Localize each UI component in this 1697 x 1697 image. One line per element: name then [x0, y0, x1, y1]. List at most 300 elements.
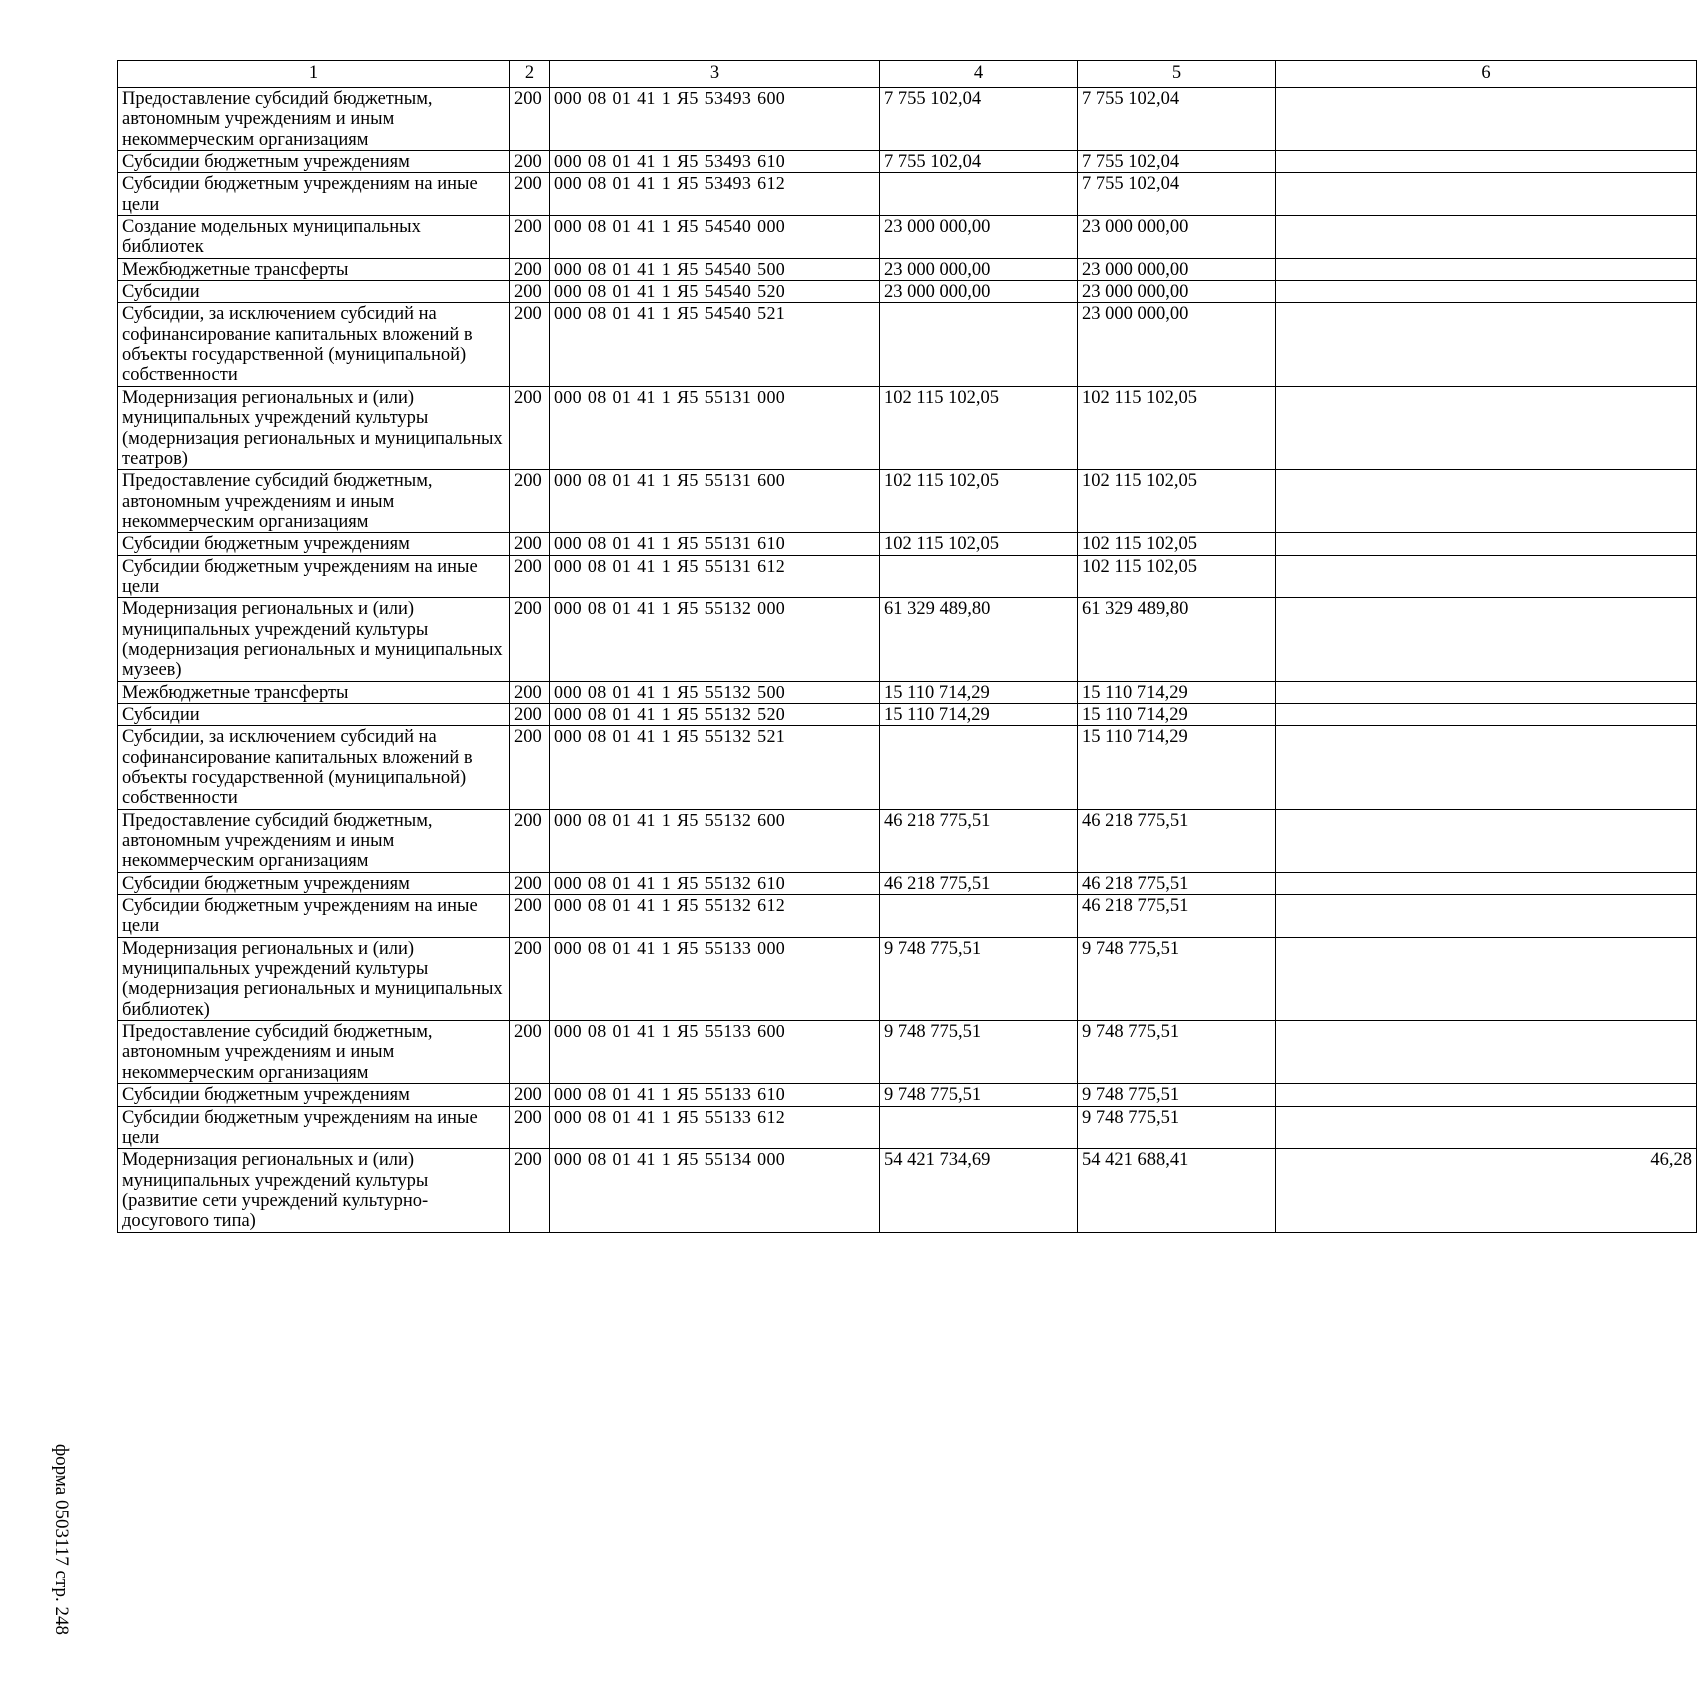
code-part: Я5	[677, 151, 699, 172]
row-approved: 23 000 000,00	[880, 216, 1078, 259]
row-line-code: 200	[510, 1149, 550, 1232]
code-part: 54540	[704, 258, 752, 279]
code-part: 53493	[704, 151, 752, 172]
code-part: Я5	[677, 216, 699, 237]
row-budget-code	[550, 281, 880, 303]
code-part: Я5	[677, 386, 699, 407]
table-row	[118, 1084, 1697, 1106]
code-part: 000	[554, 937, 582, 958]
row-budget-code	[550, 1149, 880, 1232]
row-unexecuted	[1276, 726, 1697, 809]
code-part: 01	[612, 809, 632, 830]
row-line-code: 200	[510, 1106, 550, 1149]
code-part: 600	[757, 1021, 786, 1042]
code-part: 08	[587, 1021, 607, 1042]
table-row	[118, 555, 1697, 598]
row-line-code: 200	[510, 726, 550, 809]
code-part: 000	[554, 470, 582, 491]
code-part: 500	[757, 681, 786, 702]
code-part: 41	[637, 598, 656, 619]
code-part: 01	[612, 258, 632, 279]
row-budget-code	[550, 703, 880, 725]
code-part: 1	[661, 809, 672, 830]
code-part: 55133	[704, 1084, 752, 1105]
row-line-code: 200	[510, 809, 550, 872]
row-executed: 46 218 775,51	[1078, 872, 1276, 894]
code-part: 000	[554, 258, 582, 279]
code-part: 01	[612, 555, 632, 576]
row-name: Субсидии бюджетным учреждениям	[118, 1084, 510, 1106]
row-approved: 46 218 775,51	[880, 872, 1078, 894]
code-part: Я5	[677, 1149, 699, 1170]
row-line-code: 200	[510, 88, 550, 151]
row-line-code: 200	[510, 598, 550, 681]
code-part: 55132	[704, 809, 752, 830]
row-unexecuted	[1276, 258, 1697, 280]
row-budget-code	[550, 895, 880, 938]
code-part: Я5	[677, 470, 699, 491]
row-approved	[880, 1106, 1078, 1149]
code-part: 000	[554, 1106, 582, 1127]
row-unexecuted	[1276, 88, 1697, 151]
row-unexecuted	[1276, 173, 1697, 216]
row-budget-code	[550, 1021, 880, 1084]
table-row	[118, 88, 1697, 151]
code-part: 08	[587, 173, 607, 194]
form-caption: форма 0503117 стр. 248	[51, 1443, 72, 1635]
code-part: 1	[661, 1149, 672, 1170]
row-budget-code	[550, 555, 880, 598]
code-part: 41	[637, 88, 656, 108]
code-part: 610	[757, 151, 786, 172]
code-part: Я5	[677, 258, 699, 279]
code-part: 41	[637, 1021, 656, 1042]
table-row	[118, 681, 1697, 703]
code-part: 1	[661, 681, 672, 702]
row-name: Предоставление субсидий бюджетным, автономным учреждениям и иным некоммерческим организациям	[118, 1021, 510, 1084]
row-approved: 54 421 734,69	[880, 1149, 1078, 1232]
row-unexecuted	[1276, 1084, 1697, 1106]
code-part: 55131	[704, 470, 752, 491]
code-part: 000	[554, 872, 582, 893]
code-part: 1	[661, 703, 672, 724]
code-part: 41	[637, 726, 656, 747]
row-unexecuted	[1276, 1106, 1697, 1149]
code-part: 000	[554, 216, 582, 237]
table-row	[118, 726, 1697, 809]
row-budget-code	[550, 1106, 880, 1149]
code-part: 000	[554, 533, 582, 554]
code-part: 1	[661, 1084, 672, 1105]
row-unexecuted	[1276, 937, 1697, 1020]
row-budget-code	[550, 470, 880, 533]
row-line-code: 200	[510, 386, 550, 469]
row-approved: 23 000 000,00	[880, 258, 1078, 280]
row-executed: 7 755 102,04	[1078, 88, 1276, 151]
row-name: Создание модельных муниципальных библиотек	[118, 216, 510, 259]
code-part: 55131	[704, 555, 752, 576]
row-budget-code	[550, 872, 880, 894]
row-line-code: 200	[510, 895, 550, 938]
code-part: 520	[757, 703, 786, 724]
code-part: Я5	[677, 895, 699, 916]
code-part: 55133	[704, 1106, 752, 1127]
code-part: 01	[612, 216, 632, 237]
code-part: 01	[612, 681, 632, 702]
code-part: 000	[757, 937, 786, 958]
col-number: 1	[118, 61, 510, 88]
code-part: 000	[554, 281, 582, 302]
table-row	[118, 703, 1697, 725]
row-executed: 9 748 775,51	[1078, 1021, 1276, 1084]
code-part: 000	[554, 555, 582, 576]
col-number: 2	[510, 61, 550, 88]
code-part: 08	[587, 258, 607, 279]
table-row	[118, 1149, 1697, 1232]
code-part: 600	[757, 809, 786, 830]
row-unexecuted	[1276, 470, 1697, 533]
code-part: 55134	[704, 1149, 752, 1170]
code-part: 08	[587, 703, 607, 724]
row-line-code: 200	[510, 470, 550, 533]
code-part: 41	[637, 386, 656, 407]
code-part: 1	[661, 281, 672, 302]
row-executed: 54 421 688,41	[1078, 1149, 1276, 1232]
table-row	[118, 470, 1697, 533]
row-unexecuted	[1276, 703, 1697, 725]
row-line-code: 200	[510, 258, 550, 280]
code-part: 41	[637, 216, 656, 237]
code-part: 08	[587, 872, 607, 893]
code-part: 41	[637, 151, 656, 172]
code-part: 55132	[704, 895, 752, 916]
table-row	[118, 598, 1697, 681]
code-part: 000	[757, 598, 786, 619]
row-line-code: 200	[510, 216, 550, 259]
row-line-code: 200	[510, 281, 550, 303]
row-name: Субсидии бюджетным учреждениям на иные цели	[118, 1106, 510, 1149]
code-part: Я5	[677, 303, 699, 324]
code-part: 1	[661, 173, 672, 194]
row-budget-code	[550, 726, 880, 809]
row-name: Модернизация региональных и (или) муниципальных учреждений культуры (развитие сети учреждений культурно-досугового типа)	[118, 1149, 510, 1232]
row-line-code: 200	[510, 872, 550, 894]
code-part: 41	[637, 533, 656, 554]
code-part: 55132	[704, 872, 752, 893]
table-row	[118, 533, 1697, 555]
code-part: 55131	[704, 386, 752, 407]
code-part: 600	[757, 470, 786, 491]
code-part: 01	[612, 872, 632, 893]
code-part: Я5	[677, 173, 699, 194]
row-approved: 15 110 714,29	[880, 703, 1078, 725]
code-part: 08	[587, 809, 607, 830]
table-row	[118, 1106, 1697, 1149]
code-part: 53493	[704, 173, 752, 194]
row-budget-code	[550, 386, 880, 469]
code-part: 01	[612, 598, 632, 619]
row-name: Субсидии бюджетным учреждениям на иные цели	[118, 895, 510, 938]
col-number: 5	[1078, 61, 1276, 88]
row-approved	[880, 173, 1078, 216]
row-budget-code	[550, 681, 880, 703]
table-row	[118, 386, 1697, 469]
row-executed: 102 115 102,05	[1078, 533, 1276, 555]
row-budget-code	[550, 151, 880, 173]
code-part: 612	[757, 555, 786, 576]
col-number: 6	[1276, 61, 1697, 88]
code-part: 08	[587, 88, 607, 108]
code-part: 600	[757, 88, 786, 108]
code-part: 000	[554, 151, 582, 172]
code-part: 000	[554, 1021, 582, 1042]
row-approved	[880, 895, 1078, 938]
code-part: 1	[661, 1106, 672, 1127]
row-name: Межбюджетные трансферты	[118, 681, 510, 703]
row-executed: 15 110 714,29	[1078, 703, 1276, 725]
code-part: 01	[612, 1106, 632, 1127]
code-part: 1	[661, 598, 672, 619]
row-unexecuted	[1276, 151, 1697, 173]
code-part: 08	[587, 216, 607, 237]
code-part: 41	[637, 555, 656, 576]
row-executed: 9 748 775,51	[1078, 937, 1276, 1020]
row-name: Модернизация региональных и (или) муниципальных учреждений культуры (модернизация региональных и муниципальных музеев)	[118, 598, 510, 681]
code-part: 1	[661, 216, 672, 237]
row-budget-code	[550, 88, 880, 151]
row-name: Предоставление субсидий бюджетным, автономным учреждениям и иным некоммерческим организациям	[118, 809, 510, 872]
row-name: Субсидии, за исключением субсидий на софинансирование капитальных вложений в объекты государственной (муниципальной) собственности	[118, 726, 510, 809]
code-part: 01	[612, 470, 632, 491]
row-name: Субсидии бюджетным учреждениям	[118, 533, 510, 555]
table-row	[118, 937, 1697, 1020]
row-unexecuted: 46,28	[1276, 1149, 1697, 1232]
code-part: 08	[587, 303, 607, 324]
code-part: 612	[757, 895, 786, 916]
row-line-code: 200	[510, 937, 550, 1020]
code-part: 610	[757, 533, 786, 554]
code-part: 01	[612, 88, 632, 108]
table-row	[118, 173, 1697, 216]
row-approved: 15 110 714,29	[880, 681, 1078, 703]
code-part: 000	[554, 895, 582, 916]
code-part: 521	[757, 303, 786, 324]
table-row	[118, 872, 1697, 894]
code-part: 54540	[704, 216, 752, 237]
code-part: 54540	[704, 303, 752, 324]
row-unexecuted	[1276, 681, 1697, 703]
code-part: 08	[587, 681, 607, 702]
col-number: 4	[880, 61, 1078, 88]
row-line-code: 200	[510, 555, 550, 598]
code-part: Я5	[677, 281, 699, 302]
row-name: Субсидии, за исключением субсидий на софинансирование капитальных вложений в объекты государственной (муниципальной) собственности	[118, 303, 510, 386]
code-part: 1	[661, 937, 672, 958]
column-number-row	[118, 61, 1697, 88]
code-part: 01	[612, 1149, 632, 1170]
code-part: 41	[637, 1149, 656, 1170]
code-part: 55132	[704, 681, 752, 702]
row-approved: 46 218 775,51	[880, 809, 1078, 872]
row-executed: 102 115 102,05	[1078, 555, 1276, 598]
code-part: Я5	[677, 809, 699, 830]
code-part: 08	[587, 151, 607, 172]
row-approved: 102 115 102,05	[880, 533, 1078, 555]
row-approved: 9 748 775,51	[880, 1021, 1078, 1084]
table-row	[118, 809, 1697, 872]
code-part: 08	[587, 598, 607, 619]
table-row	[118, 216, 1697, 259]
code-part: 000	[554, 386, 582, 407]
row-approved: 102 115 102,05	[880, 386, 1078, 469]
code-part: Я5	[677, 872, 699, 893]
row-name: Субсидии	[118, 703, 510, 725]
code-part: 41	[637, 1106, 656, 1127]
row-budget-code	[550, 533, 880, 555]
row-executed: 102 115 102,05	[1078, 470, 1276, 533]
code-part: 41	[637, 258, 656, 279]
code-part: 54540	[704, 281, 752, 302]
code-part: 000	[554, 1149, 582, 1170]
row-executed: 23 000 000,00	[1078, 258, 1276, 280]
code-part: 01	[612, 151, 632, 172]
code-part: 01	[612, 726, 632, 747]
code-part: 000	[554, 303, 582, 324]
code-part: Я5	[677, 1106, 699, 1127]
row-unexecuted	[1276, 533, 1697, 555]
code-part: 55133	[704, 1021, 752, 1042]
row-budget-code	[550, 1084, 880, 1106]
code-part: 1	[661, 151, 672, 172]
code-part: 41	[637, 872, 656, 893]
code-part: 08	[587, 555, 607, 576]
code-part: 1	[661, 470, 672, 491]
code-part: 01	[612, 1021, 632, 1042]
code-part: 000	[554, 1084, 582, 1105]
code-part: 1	[661, 726, 672, 747]
code-part: 41	[637, 281, 656, 302]
code-part: 612	[757, 1106, 786, 1127]
row-budget-code	[550, 216, 880, 259]
code-part: 000	[554, 681, 582, 702]
row-executed: 7 755 102,04	[1078, 151, 1276, 173]
code-part: 55132	[704, 726, 752, 747]
row-name: Субсидии бюджетным учреждениям на иные цели	[118, 173, 510, 216]
row-line-code: 200	[510, 703, 550, 725]
row-unexecuted	[1276, 555, 1697, 598]
code-part: 000	[757, 216, 786, 237]
code-part: 01	[612, 533, 632, 554]
code-part: 01	[612, 303, 632, 324]
row-approved: 9 748 775,51	[880, 937, 1078, 1020]
code-part: 41	[637, 303, 656, 324]
code-part: 41	[637, 681, 656, 702]
code-part: 08	[587, 386, 607, 407]
code-part: Я5	[677, 1021, 699, 1042]
table-row	[118, 303, 1697, 386]
row-name: Межбюджетные трансферты	[118, 258, 510, 280]
code-part: 000	[554, 173, 582, 194]
code-part: Я5	[677, 88, 699, 108]
code-part: 41	[637, 895, 656, 916]
code-part: Я5	[677, 703, 699, 724]
row-line-code: 200	[510, 533, 550, 555]
code-part: 1	[661, 872, 672, 893]
code-part: 01	[612, 895, 632, 916]
code-part: 01	[612, 173, 632, 194]
row-budget-code	[550, 937, 880, 1020]
code-part: 55133	[704, 937, 752, 958]
row-unexecuted	[1276, 872, 1697, 894]
code-part: 41	[637, 470, 656, 491]
row-executed: 15 110 714,29	[1078, 726, 1276, 809]
code-part: 08	[587, 533, 607, 554]
row-approved: 7 755 102,04	[880, 88, 1078, 151]
code-part: 1	[661, 555, 672, 576]
row-budget-code	[550, 809, 880, 872]
code-part: 08	[587, 1106, 607, 1127]
table-row	[118, 258, 1697, 280]
code-part: 08	[587, 895, 607, 916]
row-budget-code	[550, 303, 880, 386]
row-executed: 46 218 775,51	[1078, 809, 1276, 872]
row-executed: 102 115 102,05	[1078, 386, 1276, 469]
row-line-code: 200	[510, 1084, 550, 1106]
code-part: 1	[661, 303, 672, 324]
col-number: 3	[550, 61, 880, 88]
row-approved	[880, 726, 1078, 809]
code-part: 08	[587, 937, 607, 958]
row-budget-code	[550, 598, 880, 681]
code-part: Я5	[677, 598, 699, 619]
code-part: 1	[661, 88, 672, 108]
row-unexecuted	[1276, 809, 1697, 872]
code-part: 55132	[704, 703, 752, 724]
code-part: Я5	[677, 726, 699, 747]
code-part: Я5	[677, 1084, 699, 1105]
code-part: 1	[661, 895, 672, 916]
code-part: 000	[554, 703, 582, 724]
row-approved	[880, 555, 1078, 598]
row-line-code: 200	[510, 173, 550, 216]
row-executed: 7 755 102,04	[1078, 173, 1276, 216]
code-part: 000	[554, 598, 582, 619]
code-part: 521	[757, 726, 786, 747]
code-part: 000	[554, 809, 582, 830]
row-name: Субсидии бюджетным учреждениям	[118, 151, 510, 173]
row-name: Субсидии бюджетным учреждениям на иные цели	[118, 555, 510, 598]
row-unexecuted	[1276, 216, 1697, 259]
code-part: 08	[587, 726, 607, 747]
row-executed: 23 000 000,00	[1078, 281, 1276, 303]
code-part: 01	[612, 703, 632, 724]
row-name: Предоставление субсидий бюджетным, автономным учреждениям и иным некоммерческим организациям	[118, 470, 510, 533]
row-approved: 9 748 775,51	[880, 1084, 1078, 1106]
code-part: 41	[637, 173, 656, 194]
row-name: Модернизация региональных и (или) муниципальных учреждений культуры (модернизация региональных и муниципальных библиотек)	[118, 937, 510, 1020]
code-part: 55131	[704, 533, 752, 554]
row-name: Субсидии	[118, 281, 510, 303]
row-executed: 9 748 775,51	[1078, 1084, 1276, 1106]
code-part: 000	[757, 1149, 786, 1170]
code-part: 08	[587, 1149, 607, 1170]
row-executed: 23 000 000,00	[1078, 216, 1276, 259]
code-part: 000	[757, 386, 786, 407]
code-part: 41	[637, 1084, 656, 1105]
code-part: 41	[637, 703, 656, 724]
code-part: 1	[661, 1021, 672, 1042]
table-row	[118, 1021, 1697, 1084]
